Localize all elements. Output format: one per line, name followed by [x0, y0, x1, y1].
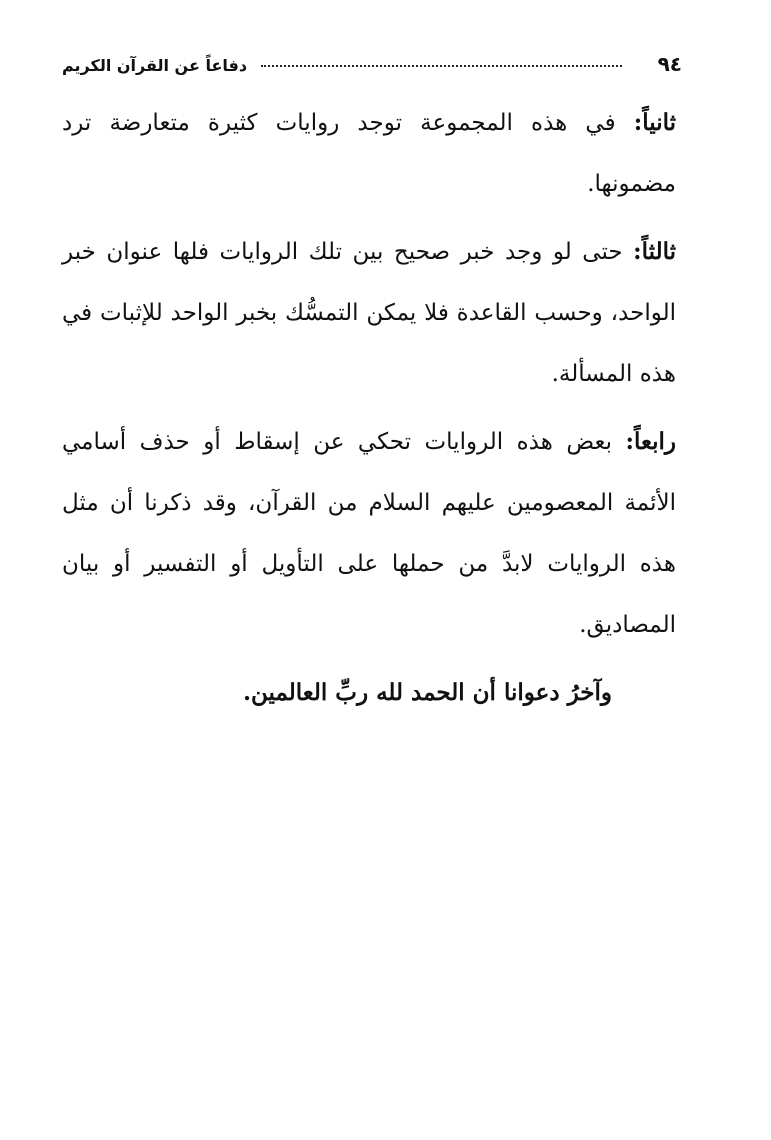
paragraph-fourth	[62, 411, 676, 656]
header-dotted-leader	[261, 65, 622, 67]
paragraph-text: بعض هذه الروايات تحكي عن إسقاط أو حذف أسامي الأئمة المعصومين عليهم السلام من القرآن، وقد ذكرنا أن مثل هذه الروايات لابدَّ من حملها على التأويل أو التفسير أو بيان المصاديق.	[62, 429, 676, 638]
running-header	[62, 40, 682, 74]
book-title: دفاعاً عن القرآن الكريم	[62, 56, 248, 75]
paragraph-second	[62, 92, 676, 215]
paragraph-text: حتى لو وجد خبر صحيح بين تلك الروايات فلها عنوان خبر الواحد، وحسب القاعدة فلا يمكن التمسُّك بخبر الواحد للإثبات في هذه المسألة.	[62, 239, 676, 387]
paragraph-lead: ثالثاً:	[633, 238, 677, 265]
closing-line: وآخرُ دعوانا أن الحمد لله ربِّ العالمين.	[243, 679, 612, 706]
paragraph-lead: ثانياً:	[633, 109, 676, 136]
paragraph-lead: رابعاً:	[625, 428, 676, 455]
page-number: ٩٤	[657, 52, 682, 76]
body-text	[62, 92, 676, 729]
paragraph-third	[62, 221, 676, 405]
paragraph-text: في هذه المجموعة توجد روايات كثيرة متعارضة ترد مضمونها.	[62, 110, 676, 197]
